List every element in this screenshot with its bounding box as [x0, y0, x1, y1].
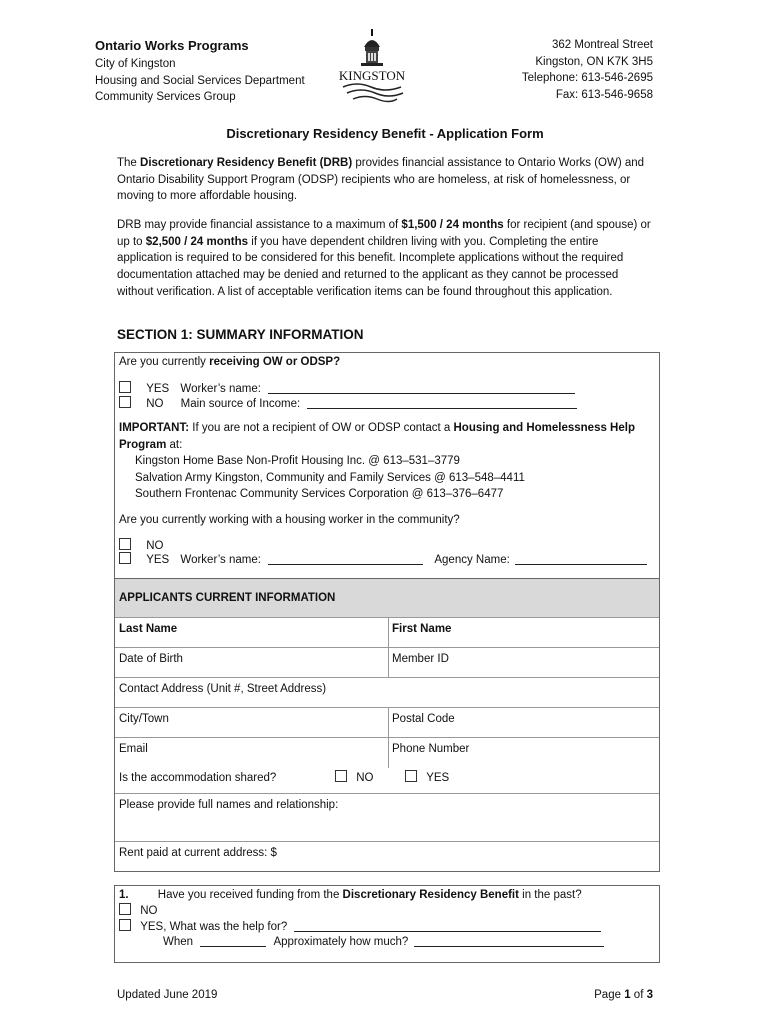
org-line: City of Kingston — [95, 57, 176, 70]
header-left — [95, 37, 305, 106]
yes-checkbox[interactable] — [119, 552, 131, 564]
no-checkbox[interactable] — [119, 538, 131, 550]
q-housing-worker: Are you currently working with a housing worker in the community? — [119, 514, 460, 526]
kingston-logo — [335, 25, 415, 103]
shared-question: Is the accommodation shared? — [119, 772, 277, 784]
table-row — [115, 793, 659, 842]
contact-item: Southern Frontenac Community Services Corporation @ 613–376–6477 — [135, 488, 504, 501]
form-title: Discretionary Residency Benefit - Application Form — [226, 126, 544, 141]
when-field[interactable] — [200, 934, 266, 947]
header-right — [522, 37, 653, 104]
table-row — [115, 737, 659, 768]
yes-checkbox[interactable] — [119, 381, 131, 393]
question-number: 1. — [119, 889, 129, 901]
section-1-heading: SECTION 1: SUMMARY INFORMATION — [117, 327, 364, 342]
phone-field[interactable]: Phone Number — [392, 743, 470, 755]
worker-name-field[interactable] — [268, 381, 575, 394]
table-row — [115, 677, 659, 708]
names-relationship-field[interactable]: Please provide full names and relationship: — [119, 799, 339, 811]
applicant-heading: APPLICANTS CURRENT INFORMATION — [119, 592, 336, 604]
amount-field[interactable] — [414, 934, 604, 947]
table-row — [115, 617, 659, 648]
no-checkbox[interactable] — [119, 396, 131, 408]
contact-item: Kingston Home Base Non-Profit Housing Inc. @ 613–531–3779 — [135, 455, 460, 467]
applicant-heading-row — [115, 578, 659, 617]
member-id-field[interactable]: Member ID — [392, 653, 449, 665]
last-name-field[interactable]: Last Name — [119, 623, 178, 635]
postal-code-field[interactable]: Postal Code — [392, 713, 455, 725]
question-1-box: 1. Have you received funding from the Discretionary Residency Benefit in the past? NO YES, What was the help for? When Approximately how much? — [114, 885, 660, 963]
table-row — [115, 707, 659, 738]
yes-checkbox[interactable] — [119, 919, 131, 931]
help-for-field[interactable] — [294, 919, 601, 932]
housing-worker-name-field[interactable] — [268, 552, 423, 565]
org-name: Ontario Works Programs — [95, 38, 249, 53]
first-name-field[interactable]: First Name — [392, 623, 452, 635]
intro-paragraph-2: DRB may provide financial assistance to a maximum of $1,500 / 24 months for recipient (and spouse) or up to $2,500 / 24 months if you have dependent children living with you. Completing the entire application is required to be considered for this benefit. Incomplete applications without the required documentation attached may be denied and returned to the applicant as they cannot be processed without verification. A list of acceptable verification items can be found throughout this application. — [117, 219, 651, 298]
table-row — [115, 841, 659, 872]
main-income-field[interactable] — [307, 396, 577, 409]
org-line: Housing and Social Services Department — [95, 74, 305, 87]
logo-text: KINGSTON — [338, 68, 406, 83]
no-checkbox[interactable] — [119, 903, 131, 915]
shared-yes-checkbox[interactable] — [405, 770, 417, 782]
address-line: 362 Montreal Street — [551, 39, 653, 51]
summary-box: Are you currently receiving OW or ODSP? YES Worker’s name: NO Main source of Income: IMPORTANT: If you are not a recipient of OW or ODSP contact a Housing and Homelessness Help Program at: Kingston Home Base Non-Profit Housing Inc. @ 613–531–3779 Salvation Army Kingston, Community and Family Services @ 613–548–4411 Southern Frontenac Community Services Corporation @ 613–376–6477 Are you currently working with a housing worker in the community? NO YES Worker’s name: Agency Name: — [114, 352, 660, 580]
agency-name-field[interactable] — [515, 552, 647, 565]
updated-date: Updated June 2019 — [117, 989, 218, 1001]
intro-paragraph-1: The Discretionary Residency Benefit (DRB) provides financial assistance to Ontario Works (OW) and Ontario Disability Support Program (ODSP) recipients who are homeless, at risk of homelessness, or moving to more affordable housing. — [117, 157, 645, 203]
city-field[interactable]: City/Town — [119, 713, 169, 725]
dob-field[interactable]: Date of Birth — [119, 653, 183, 665]
table-row: Is the accommodation shared? NO YES — [115, 767, 659, 793]
table-row — [115, 647, 659, 678]
important-note: IMPORTANT: If you are not a recipient of OW or ODSP contact a Housing and Homelessness Help Program at: — [119, 422, 635, 451]
rent-field[interactable]: Rent paid at current address: $ — [119, 847, 277, 859]
contact-item: Salvation Army Kingston, Community and Family Services @ 613–548–4411 — [135, 471, 525, 484]
q-receiving-ow-odsp: Are you currently receiving OW or ODSP? — [119, 356, 341, 368]
applicant-table — [114, 578, 660, 872]
contacts-list — [135, 453, 525, 503]
email-field[interactable]: Email — [119, 743, 148, 755]
org-line: Community Services Group — [95, 91, 236, 104]
shared-no-checkbox[interactable] — [335, 770, 347, 782]
contact-address-field[interactable]: Contact Address (Unit #, Street Address) — [119, 683, 327, 695]
address-line: Kingston, ON K7K 3H5 — [535, 55, 653, 68]
telephone: Telephone: 613-546-2695 — [521, 72, 653, 85]
question-1-text: Have you received funding from the Discretionary Residency Benefit in the past? — [157, 889, 582, 901]
fax: Fax: 613-546-9658 — [555, 89, 653, 102]
page-number: Page 1 of 3 — [594, 989, 653, 1001]
